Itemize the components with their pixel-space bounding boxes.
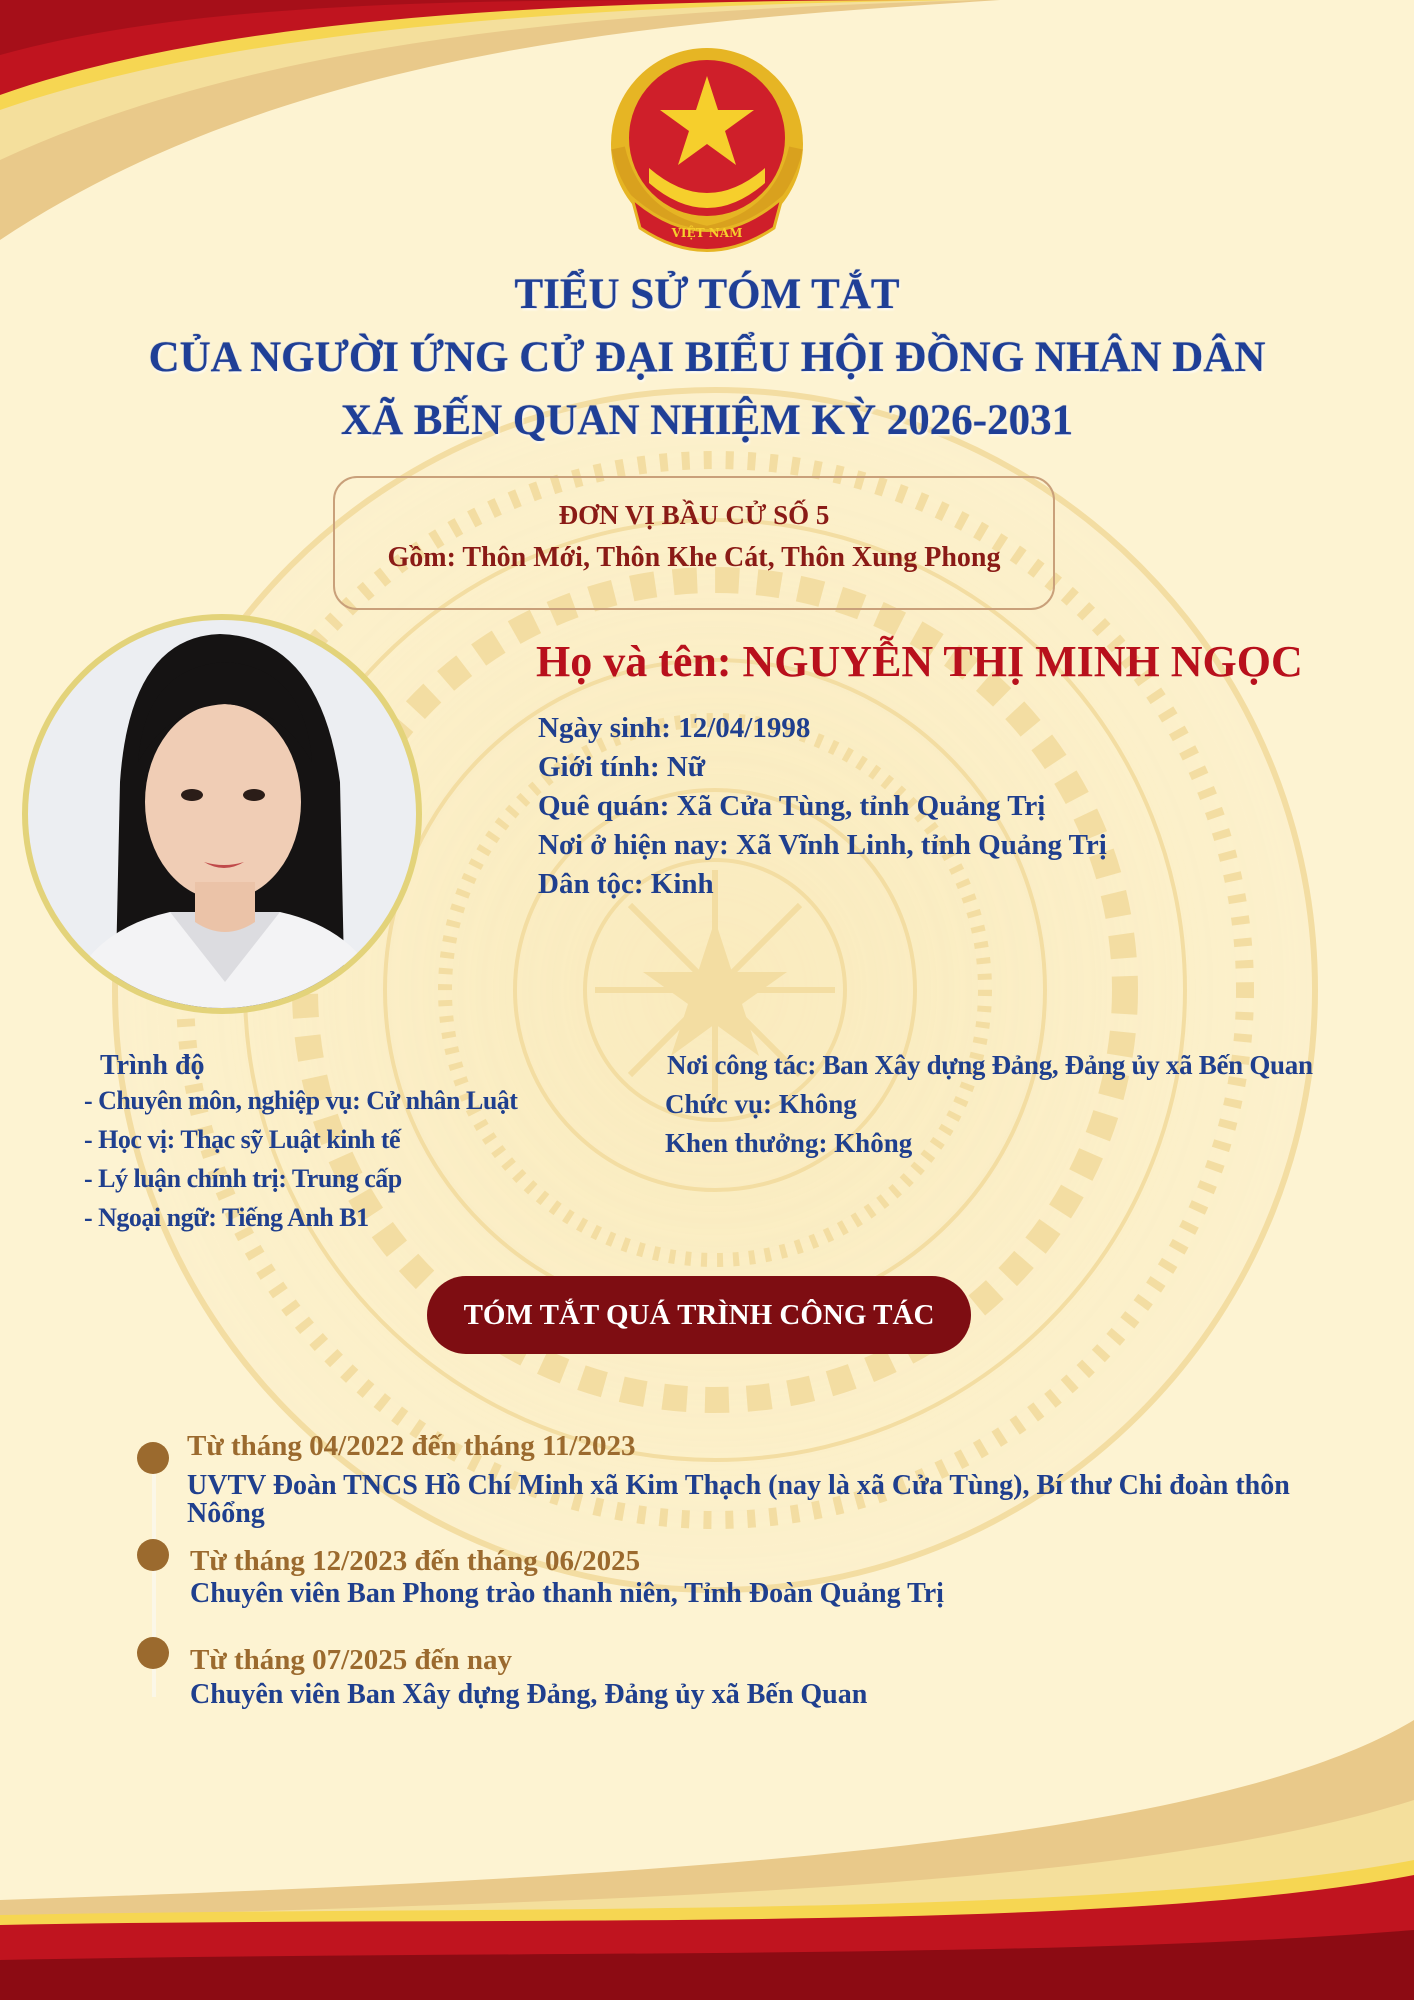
timeline-dot: [137, 1539, 169, 1571]
career-description-3: Chuyên viên Ban Xây dựng Đảng, Đảng ủy xã Bến Quan: [190, 1679, 868, 1710]
career-description-2: Chuyên viên Ban Phong trào thanh niên, Tỉnh Đoàn Quảng Trị: [190, 1578, 944, 1609]
title-line-1: TIỂU SỬ TÓM TẮT: [514, 271, 900, 318]
career-summary-banner: TÓM TẮT QUÁ TRÌNH CÔNG TÁC: [427, 1276, 971, 1354]
career-period-2: Từ tháng 12/2023 đến tháng 06/2025: [190, 1545, 641, 1577]
date-of-birth: Ngày sinh: 12/04/1998: [538, 712, 811, 744]
constituency-areas: Gồm: Thôn Mới, Thôn Khe Cát, Thôn Xung Phong: [387, 542, 1001, 573]
title-line-2: CỦA NGƯỜI ỨNG CỬ ĐẠI BIỂU HỘI ĐỒNG NHÂN DÂN: [148, 334, 1266, 381]
ethnicity: Dân tộc: Kinh: [538, 868, 714, 900]
national-emblem: [604, 48, 810, 256]
education-language: - Ngoại ngữ: Tiếng Anh B1: [84, 1203, 369, 1232]
constituency-box: [333, 476, 1055, 610]
education-heading: Trình độ: [100, 1050, 205, 1081]
svg-text:VIỆT NAM: VIỆT NAM: [671, 226, 743, 240]
timeline-dot: [137, 1442, 169, 1474]
education-degree: - Học vị: Thạc sỹ Luật kinh tế: [84, 1125, 401, 1154]
career-description-1: UVTV Đoàn TNCS Hồ Chí Minh xã Kim Thạch (nay là xã Cửa Tùng), Bí thư Chi đoàn thôn Nôổng: [187, 1470, 1290, 1529]
career-period-3: Từ tháng 07/2025 đến nay: [190, 1644, 512, 1676]
workplace: Nơi công tác: Ban Xây dựng Đảng, Đảng ủy xã Bến Quan: [667, 1050, 1313, 1080]
candidate-name: Họ và tên: NGUYỄN THỊ MINH NGỌC: [536, 637, 1303, 686]
career-period-1: Từ tháng 04/2022 đến tháng 11/2023: [187, 1430, 636, 1462]
hometown: Quê quán: Xã Cửa Tùng, tỉnh Quảng Trị: [538, 790, 1046, 822]
current-residence: Nơi ở hiện nay: Xã Vĩnh Linh, tỉnh Quảng Trị: [538, 829, 1107, 861]
education-major: - Chuyên môn, nghiệp vụ: Cử nhân Luật: [84, 1086, 518, 1115]
constituency-title: ĐƠN VỊ BẦU CỬ SỐ 5: [558, 500, 830, 530]
awards: Khen thưởng: Không: [665, 1128, 913, 1158]
title-line-3: XÃ BẾN QUAN NHIỆM KỲ 2026-2031: [340, 397, 1074, 444]
position: Chức vụ: Không: [665, 1089, 857, 1119]
candidate-portrait: [20, 612, 424, 1016]
education-political: - Lý luận chính trị: Trung cấp: [84, 1164, 402, 1193]
gender: Giới tính: Nữ: [538, 751, 706, 783]
timeline-dot: [137, 1637, 169, 1669]
